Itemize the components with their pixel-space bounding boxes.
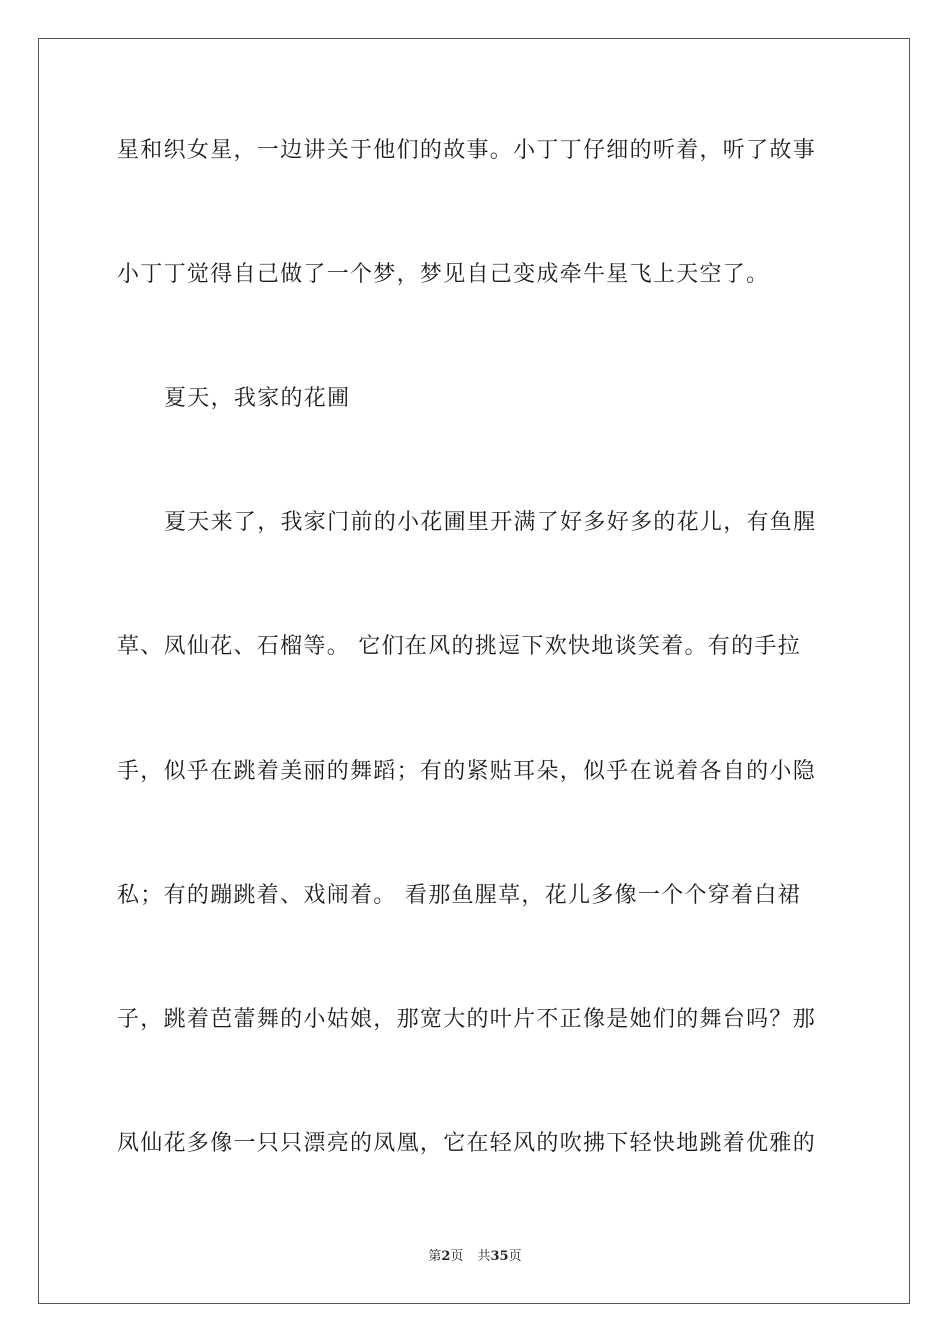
page-border [38,38,910,1304]
section-title: 夏天，我家的花圃 [164,386,351,411]
text-line-7: 私；有的蹦跳着、戏闹着。 看那鱼腥草，花儿多像一个个穿着白裙 [117,883,801,908]
text-line-1: 星和织女星，一边讲关于他们的故事。小丁丁仔细的听着，听了故事 [117,138,817,163]
total-prefix: 共 [477,1249,491,1264]
page-suffix: 页 [450,1249,464,1264]
page-footer [0,1248,950,1266]
total-pages: 35 [490,1249,509,1264]
page-prefix: 第 [428,1249,442,1264]
text-line-4: 夏天来了，我家门前的小花圃里开满了好多好多的花儿，有鱼腥 [164,510,817,535]
text-line-2: 小丁丁觉得自己做了一个梦，梦见自己变成牵牛星飞上天空了。 [117,262,770,287]
text-line-5: 草、凤仙花、石榴等。 它们在风的挑逗下欢快地谈笑着。有的手拉 [117,634,801,659]
text-line-9: 凤仙花多像一只只漂亮的凤凰，它在轻风的吹拂下轻快地跳着优雅的 [117,1131,817,1156]
total-suffix: 页 [508,1249,522,1264]
text-line-8: 子，跳着芭蕾舞的小姑娘，那宽大的叶片不正像是她们的舞台吗？那 [117,1007,817,1032]
text-line-6: 手，似乎在跳着美丽的舞蹈；有的紧贴耳朵，似乎在说着各自的小隐 [117,759,817,784]
page-number: 2 [441,1249,451,1264]
